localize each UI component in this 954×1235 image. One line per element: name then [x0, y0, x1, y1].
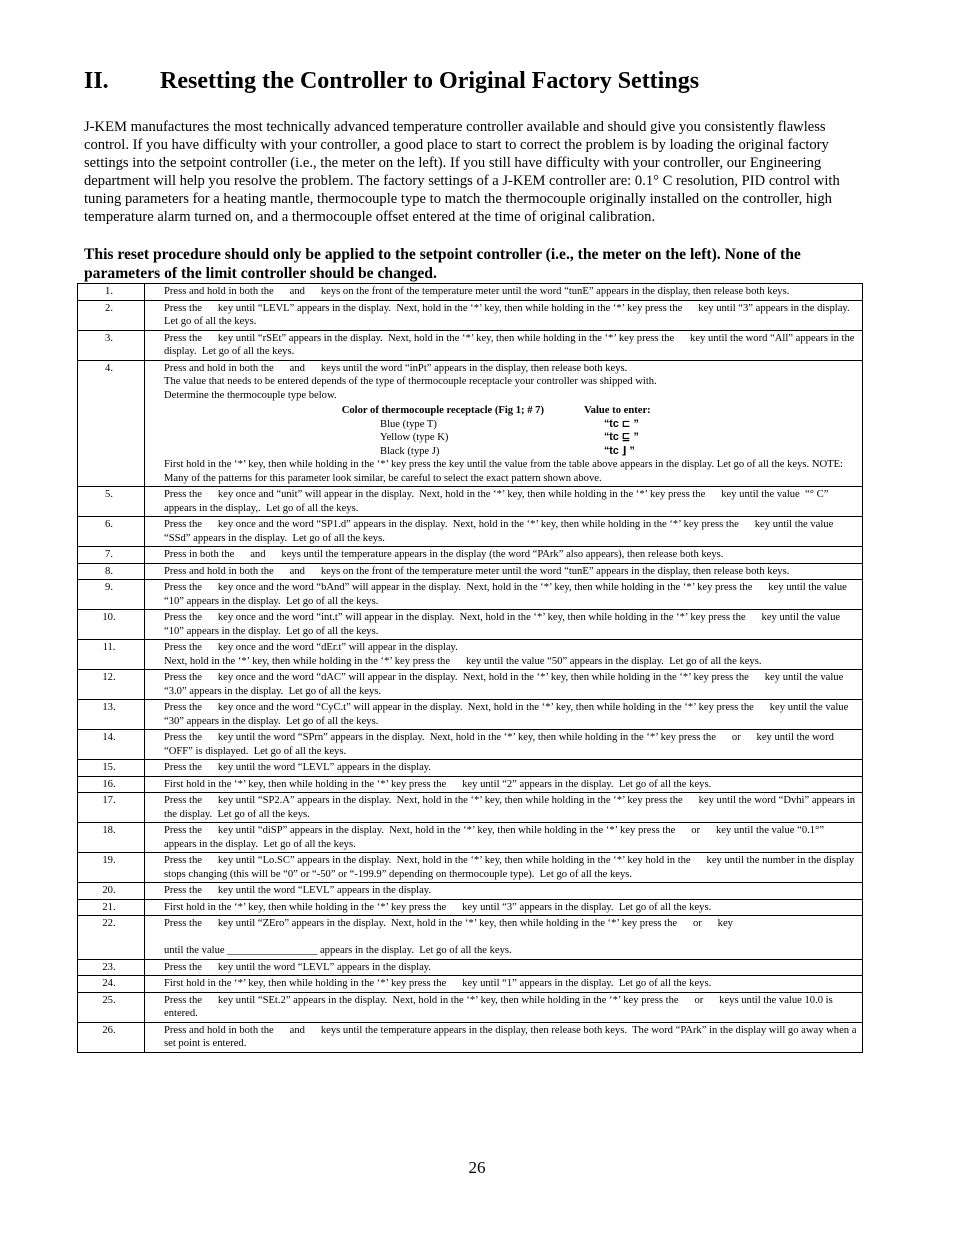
- table-row: [78, 547, 863, 564]
- step-instruction: Press the key once and the word “int.t” will appear in the display. Next, hold in the ‘*’ key, then while holding in the ‘*’ key press the key until the value “10” appears in the display. Let go of all the keys.: [164, 612, 843, 637]
- table-row: [78, 883, 863, 900]
- step-instruction: Press the key once and “unit” will appear in the display. Next, hold in the ‘*’ key, then while holding in the ‘*’ key press the key until the value “° C” appears in the display,. Let go of all the keys.: [164, 489, 832, 514]
- step-instruction: Press the key until “rSEt” appears in the display. Next, hold in the ‘*’ key, then while holding in the ‘*’ key press the key until the word “All” appears in the display. Let go of all the keys.: [164, 332, 858, 357]
- step-number: 9.: [78, 580, 145, 610]
- thermocouple-color: Black (type J): [380, 445, 440, 457]
- table-row: [78, 284, 863, 301]
- table-row: [78, 563, 863, 580]
- table-row: [78, 760, 863, 777]
- step-instruction: First hold in the ‘*’ key, then while holding in the ‘*’ key press the key until “2” appears in the display. Let go of all the keys.: [164, 778, 712, 790]
- step-text: [145, 899, 863, 916]
- step-instruction: Press the key until “SP2.A” appears in the display. Next, hold in the ‘*’ key, then while holding in the ‘*’ key press the key until the word “Dvhi” appears in the display. Let go of all the keys.: [164, 795, 858, 820]
- step-text: [145, 580, 863, 610]
- step-instruction: Press the key once and the word “dAC” will appear in the display. Next, hold in the ‘*’ key, then while holding in the ‘*’ key press the key until the value “3.0” appears in the display. Let go of all the keys.: [164, 672, 846, 697]
- thermocouple-table: [164, 404, 858, 458]
- step-text: [145, 992, 863, 1022]
- table-row: [78, 853, 863, 883]
- step-instruction: Press the key until the word “SPrn” appears in the display. Next, hold in the ‘*’ key, then while holding in the ‘*’ key press the or key until the word “OFF” is displayed. Let go of all the keys.: [164, 732, 837, 757]
- step-number: 2.: [78, 300, 145, 330]
- step-text: [145, 284, 863, 301]
- table-row: [78, 992, 863, 1022]
- table-row: [78, 640, 863, 670]
- table-row: [78, 976, 863, 993]
- thermocouple-color-header: Color of thermocouple receptacle (Fig 1; # 7): [341, 405, 544, 416]
- step-text: [145, 300, 863, 330]
- step-number: 24.: [78, 976, 145, 993]
- step-instruction: Press the key until “LEVL” appears in the display. Next, hold in the ‘*’ key, then while holding in the ‘*’ key press the key until “3” appears in the display. Let go of all the keys.: [164, 302, 855, 327]
- step-number: 23.: [78, 959, 145, 976]
- step-number: 5.: [78, 487, 145, 517]
- step-instruction: First hold in the ‘*’ key, then while holding in the ‘*’ key press the key until “1” appears in the display. Let go of all the keys.: [164, 978, 712, 989]
- step-instruction: Press the key until the word “LEVL” appears in the display.: [164, 885, 432, 896]
- step-instruction: Press and hold in both the and keys on the front of the temperature meter until the word “tunE” appears in the display, then release both keys.: [164, 286, 790, 297]
- table-row: [78, 776, 863, 793]
- step-text: [145, 700, 863, 730]
- section-title: Resetting the Controller to Original Factory Settings: [160, 68, 700, 94]
- step-instruction: Press and hold in both the and keys until the temperature appears in the display, then release both keys. The word “PArk” in the display will go away when a set point is entered.: [164, 1024, 860, 1049]
- step-text: [145, 959, 863, 976]
- step-text: [145, 517, 863, 547]
- table-row: [78, 517, 863, 547]
- step-text: [145, 793, 863, 823]
- step-text: [145, 976, 863, 993]
- thermocouple-value: “tc ⌋ ”: [604, 444, 635, 457]
- table-row: [78, 823, 863, 853]
- section-number: II.: [84, 68, 109, 94]
- table-row: [78, 916, 863, 960]
- step-instruction: Press the key until “diSP” appears in the display. Next, hold in the ‘*’ key, then while holding in the ‘*’ key press the or key until the value “0.1°” appears in the display. Let go of all the keys.: [164, 825, 827, 850]
- step-text: [145, 776, 863, 793]
- step-instruction: Press the key once and the word “bAnd” will appear in the display. Next, hold in the ‘*’ key, then while holding in the ‘*’ key press the key until the value “10” appears in the display. Let go of all the keys.: [164, 582, 850, 607]
- step-text: [145, 916, 863, 960]
- step-text: [145, 853, 863, 883]
- step-number: 10.: [78, 610, 145, 640]
- table-row: [78, 670, 863, 700]
- thermocouple-row: [164, 431, 858, 445]
- step-instruction: Press and hold in both the and keys on the front of the temperature meter until the word “tunE” appears in the display, then release both keys.: [164, 565, 790, 577]
- step-number: 13.: [78, 700, 145, 730]
- step-text: [145, 823, 863, 853]
- step-number: 25.: [78, 992, 145, 1022]
- step-number: 26.: [78, 1022, 145, 1052]
- step-instruction: Press the key once and the word “CyC.t” will appear in the display. Next, hold in the ‘*’ key, then while holding in the ‘*’ key press the key until the value “30” appears in the display. Let go of all the keys.: [164, 702, 851, 727]
- step-text: [145, 487, 863, 517]
- step-text: [145, 670, 863, 700]
- step-number: 14.: [78, 730, 145, 760]
- step-number: 12.: [78, 670, 145, 700]
- table-row: [78, 580, 863, 610]
- thermocouple-value: “tc ⊏ ”: [604, 417, 639, 430]
- step-number: 16.: [78, 776, 145, 793]
- step-text: [145, 547, 863, 564]
- thermocouple-row: [164, 418, 858, 432]
- step-text: [145, 360, 863, 487]
- thermocouple-header: [164, 404, 858, 418]
- step-number: 19.: [78, 853, 145, 883]
- thermocouple-row: [164, 445, 858, 459]
- table-row: [78, 1022, 863, 1052]
- table-row: [78, 330, 863, 360]
- step-text: [145, 610, 863, 640]
- step-number: 4.: [78, 360, 145, 487]
- step-text: [145, 330, 863, 360]
- intro-paragraph: J-KEM manufactures the most technically advanced temperature controller available and should give you consistently flawless control. If you have difficulty with your controller, a good place to start to correct the problem is by loading the original factory settings into the setpoint controller (i.e., the meter on the left). If you still have difficulty with your controller, our Engineering department will help you resolve the problem. The factory settings of a J-KEM controller are: 0.1° C resolution, PID control with tuning parameters for a heating mantle, thermocouple type to match the thermocouple originally installed on the controller, high temperature alarm turned on, and a thermocouple offset entered at the time of original calibration.: [84, 119, 840, 225]
- step-instruction: Press the key once and the word “dEr.t” will appear in the display. Next, hold in the ‘*’ key, then while holding in the ‘*’ key press the key until the value “50” appears in the display. Let go of all the keys.: [164, 642, 762, 667]
- step-instruction: Press the key until “SEt.2” appears in the display. Next, hold in the ‘*’ key, then while holding in the ‘*’ key press the or keys until the value 10.0 is entered.: [164, 994, 836, 1019]
- table-row: [78, 487, 863, 517]
- step-instruction: First hold in the ‘*’ key, then while holding in the ‘*’ key press the key until “3” appears in the display. Let go of all the keys.: [164, 901, 712, 913]
- step-number: 20.: [78, 883, 145, 900]
- step-instruction: Press in both the and keys until the temperature appears in the display (the word “PArk” also appears), then release both keys.: [164, 549, 724, 560]
- table-row: [78, 700, 863, 730]
- warning-paragraph: This reset procedure should only be applied to the setpoint controller (i.e., the meter on the left). None of the parameters of the limit controller should be changed.: [84, 246, 801, 282]
- step-text: [145, 1022, 863, 1052]
- step-number: 11.: [78, 640, 145, 670]
- table-row: [78, 959, 863, 976]
- table-row: [78, 360, 863, 487]
- step-instruction: Press the key until “Lo.SC” appears in the display. Next, hold in the ‘*’ key, then while holding in the ‘*’ key hold in the key until the number in the display stops changing (this will be “0” or “-50” or “-199.9” depending on thermocouple type). Let go of all the keys.: [164, 855, 857, 880]
- table-row: [78, 300, 863, 330]
- step-number: 15.: [78, 760, 145, 777]
- step-instruction: Press the key until the word “LEVL” appears in the display.: [164, 762, 432, 773]
- thermocouple-color: Blue (type T): [380, 418, 437, 430]
- step-number: 22.: [78, 916, 145, 960]
- step-number: 8.: [78, 563, 145, 580]
- step-instruction-continued: First hold in the ‘*’ key, then while holding in the ‘*’ key press the key until the value from the table above appears in the display. Let go of all the keys. NOTE: Many of the patterns for this parameter look similar, be careful to select the exact pattern shown above.: [164, 459, 844, 484]
- thermocouple-color: Yellow (type K): [380, 432, 449, 443]
- step-instruction: Press the key until the word “LEVL” appears in the display.: [164, 961, 432, 973]
- step-text: [145, 730, 863, 760]
- section-heading: [84, 68, 699, 95]
- table-row: [78, 610, 863, 640]
- table-row: [78, 730, 863, 760]
- step-instruction: Press and hold in both the and keys until the word “inPt” appears in the display, then release both keys. The value that needs to be entered depends of the type of thermocouple receptacle your controller was shipped with. Determine the thermocouple type below.: [164, 362, 657, 401]
- step-number: 3.: [78, 330, 145, 360]
- step-number: 7.: [78, 547, 145, 564]
- step-number: 21.: [78, 899, 145, 916]
- step-number: 6.: [78, 517, 145, 547]
- step-number: 17.: [78, 793, 145, 823]
- step-number: 1.: [78, 284, 145, 301]
- table-row: [78, 899, 863, 916]
- step-instruction: Press the key once and the word “SP1.d” appears in the display. Next, hold in the ‘*’ key, then while holding in the ‘*’ key press the key until the value “SSd” appears in the display. Let go of all the keys.: [164, 519, 836, 544]
- step-text: [145, 563, 863, 580]
- thermocouple-value-header: Value to enter:: [584, 405, 651, 416]
- step-number: 18.: [78, 823, 145, 853]
- step-instruction: Press the key until “ZEro” appears in the display. Next, hold in the ‘*’ key, then while holding in the ‘*’ key press the or key until the value _________________ appears in the display. Let go of all the keys.: [164, 918, 733, 956]
- table-row: [78, 793, 863, 823]
- steps-table: [77, 283, 863, 1053]
- step-text: [145, 760, 863, 777]
- step-text: [145, 640, 863, 670]
- step-text: [145, 883, 863, 900]
- thermocouple-value: “tc ⊑ ”: [604, 431, 639, 443]
- page-number: 26: [468, 1158, 486, 1177]
